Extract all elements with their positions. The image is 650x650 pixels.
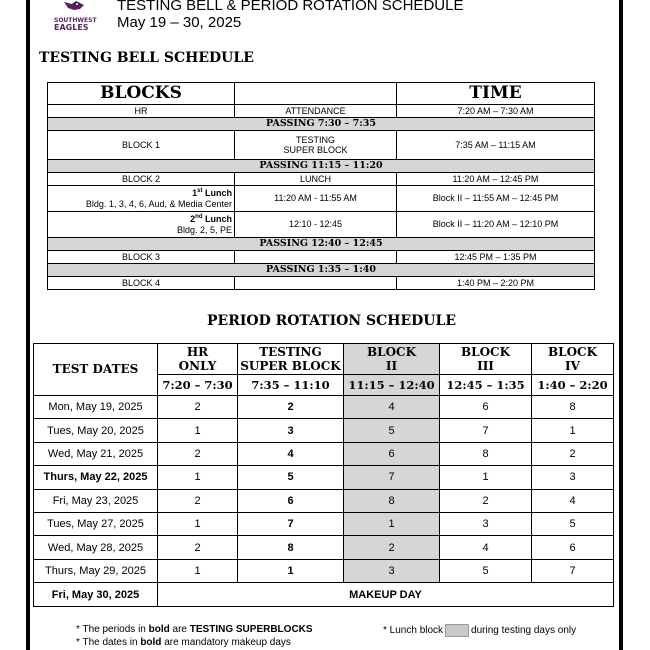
table-row — [34, 489, 614, 512]
block-ii-period: 6 — [344, 442, 440, 465]
hr-time: 7:20 AM – 7:30 AM — [397, 105, 595, 118]
block-ii-period: 3 — [344, 559, 440, 582]
time-block-iv: 1:40 – 2:20 — [532, 375, 614, 396]
block-iv-period: 3 — [532, 466, 614, 489]
block-ii-period: 8 — [344, 489, 440, 512]
time-block-ii: 11:15 – 12:40 — [344, 375, 440, 396]
block1-label: BLOCK 1 — [48, 131, 235, 160]
first-lunch-label: 1st Lunch Bldg. 1, 3, 4, 6, Aud, & Media Center — [48, 186, 235, 212]
header-hr-only: HR ONLY — [158, 344, 238, 375]
note-lunch-block: * Lunch block during testing days only — [383, 625, 577, 637]
block-iv-period: 5 — [532, 512, 614, 535]
hr-only-period: 2 — [158, 442, 238, 465]
note-bold-periods: * The periods in bold are TESTING SUPERBLOCKS — [76, 624, 313, 635]
header-block-ii: BLOCK II — [344, 344, 440, 375]
super-block-period: 3 — [238, 419, 344, 442]
test-date: Tues, May 27, 2025 — [34, 512, 158, 535]
test-date: Thurs, May 22, 2025 — [34, 466, 158, 489]
header-test-dates: TEST DATES — [34, 344, 158, 396]
makeup-date: Fri, May 30, 2025 — [34, 583, 158, 607]
passing-row: PASSING 7:30 – 7:35 — [48, 118, 595, 131]
header-block-iii: BLOCK III — [440, 344, 532, 375]
block-iii-period: 4 — [440, 536, 532, 559]
block-iv-period: 4 — [532, 489, 614, 512]
hr-only-period: 1 — [158, 419, 238, 442]
first-lunch-block-time: Block II – 11:55 AM – 12:45 PM — [397, 186, 595, 212]
hr-only-period: 1 — [158, 512, 238, 535]
rotation-schedule-title: PERIOD ROTATION SCHEDULE — [207, 313, 457, 329]
super-block-period: 4 — [238, 442, 344, 465]
hr-block: HR — [48, 105, 235, 118]
block-iii-period: 8 — [440, 442, 532, 465]
block1-time: 7:35 AM – 11:15 AM — [397, 131, 595, 160]
block-iii-period: 3 — [440, 512, 532, 535]
logo-text-southwest: SOUTHWEST — [54, 17, 97, 24]
test-date: Mon, May 19, 2025 — [34, 396, 158, 419]
test-date: Thurs, May 29, 2025 — [34, 559, 158, 582]
time-block-iii: 12:45 – 1:35 — [440, 375, 532, 396]
bell-schedule-title: TESTING BELL SCHEDULE — [39, 50, 254, 66]
block3-label: BLOCK 3 — [48, 251, 235, 264]
header-testing-super-block: TESTING SUPER BLOCK — [238, 344, 344, 375]
block-ii-period: 7 — [344, 466, 440, 489]
time-super-block: 7:35 – 11:10 — [238, 375, 344, 396]
second-lunch-label: 2nd Lunch Bldg. 2, 5, PE — [48, 212, 235, 238]
rotation-rows — [34, 396, 614, 583]
test-date: Wed, May 28, 2025 — [34, 536, 158, 559]
table-row — [34, 512, 614, 535]
header-block-iv: BLOCK IV — [532, 344, 614, 375]
header-time: TIME — [397, 83, 595, 105]
header-blank — [235, 83, 397, 105]
header-blocks: BLOCKS — [48, 83, 235, 105]
passing-row: PASSING 11:15 – 11:20 — [48, 160, 595, 173]
block3-time: 12:45 PM – 1:35 PM — [397, 251, 595, 264]
second-lunch-time: 12:10 - 12:45 — [235, 212, 397, 238]
passing-row: PASSING 1:35 – 1:40 — [48, 264, 595, 277]
document-title: TESTING BELL & PERIOD ROTATION SCHEDULE — [117, 0, 464, 14]
second-lunch-block-time: Block II – 11:20 AM – 12:10 PM — [397, 212, 595, 238]
first-lunch-time: 11:20 AM - 11:55 AM — [235, 186, 397, 212]
block1-activity: TESTING SUPER BLOCK — [235, 131, 397, 160]
block-iv-period: 2 — [532, 442, 614, 465]
hr-only-period: 2 — [158, 489, 238, 512]
hr-activity: ATTENDANCE — [235, 105, 397, 118]
block-iv-period: 8 — [532, 396, 614, 419]
block-iv-period: 7 — [532, 559, 614, 582]
block-iv-period: 1 — [532, 419, 614, 442]
super-block-period: 2 — [238, 396, 344, 419]
block3-blank — [235, 251, 397, 264]
table-row — [34, 396, 614, 419]
hr-only-period: 1 — [158, 466, 238, 489]
block2-activity: LUNCH — [235, 173, 397, 186]
page-border-right — [619, 0, 623, 650]
lunch-shade-swatch — [445, 624, 469, 637]
block-ii-period: 1 — [344, 512, 440, 535]
block-iv-period: 6 — [532, 536, 614, 559]
test-date: Fri, May 23, 2025 — [34, 489, 158, 512]
block-ii-period: 4 — [344, 396, 440, 419]
logo-text-eagles: EAGLES — [54, 23, 89, 32]
hr-only-period: 2 — [158, 396, 238, 419]
bell-schedule-table — [47, 82, 595, 290]
block-iii-period: 5 — [440, 559, 532, 582]
block2-time: 11:20 AM – 12:45 PM — [397, 173, 595, 186]
hr-only-period: 2 — [158, 536, 238, 559]
super-block-period: 7 — [238, 512, 344, 535]
super-block-period: 8 — [238, 536, 344, 559]
table-row — [34, 419, 614, 442]
time-hr-only: 7:20 – 7:30 — [158, 375, 238, 396]
page-border-left — [26, 0, 30, 650]
hr-only-period: 1 — [158, 559, 238, 582]
super-block-period: 1 — [238, 559, 344, 582]
block2-label: BLOCK 2 — [48, 173, 235, 186]
super-block-period: 5 — [238, 466, 344, 489]
block-iii-period: 2 — [440, 489, 532, 512]
passing-row: PASSING 12:40 – 12:45 — [48, 238, 595, 251]
block-iii-period: 7 — [440, 419, 532, 442]
block4-blank — [235, 277, 397, 290]
table-row — [34, 466, 614, 489]
document-dates: May 19 – 30, 2025 — [117, 14, 242, 31]
block4-label: BLOCK 4 — [48, 277, 235, 290]
table-row — [34, 442, 614, 465]
block4-time: 1:40 PM – 2:20 PM — [397, 277, 595, 290]
test-date: Tues, May 20, 2025 — [34, 419, 158, 442]
test-date: Wed, May 21, 2025 — [34, 442, 158, 465]
note-bold-dates: * The dates in bold are mandatory makeup days — [76, 637, 291, 648]
super-block-period: 6 — [238, 489, 344, 512]
period-rotation-table — [33, 343, 614, 607]
block-ii-period: 2 — [344, 536, 440, 559]
block-ii-period: 5 — [344, 419, 440, 442]
makeup-day-label: MAKEUP DAY — [158, 583, 614, 607]
table-row — [34, 559, 614, 582]
block-iii-period: 6 — [440, 396, 532, 419]
block-iii-period: 1 — [440, 466, 532, 489]
table-row — [34, 536, 614, 559]
